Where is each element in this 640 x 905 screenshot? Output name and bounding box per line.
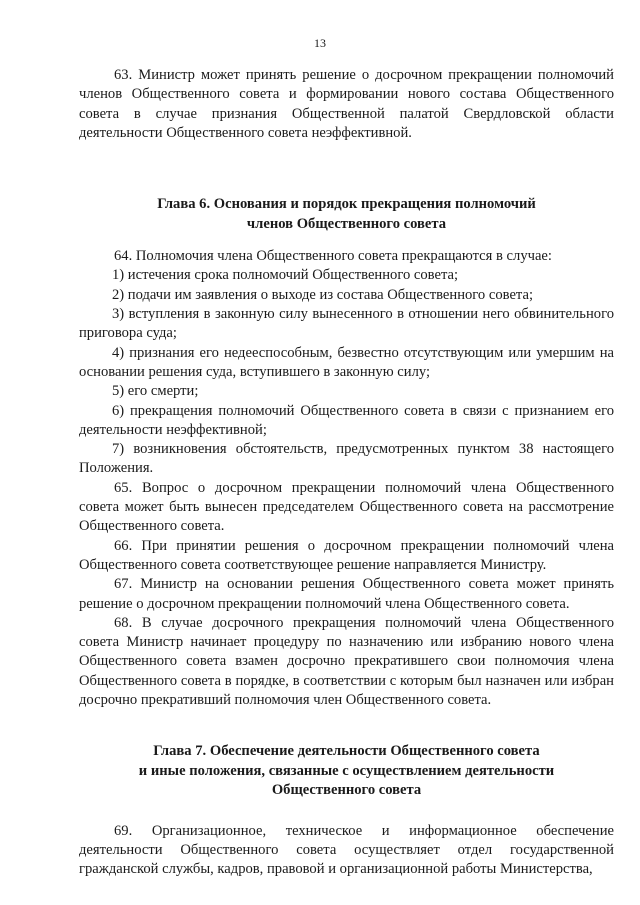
chapter-7-heading (79, 742, 614, 801)
paragraph-68: 68. В случае досрочного прекращения полномочий члена Общественного совета Министр начинает процедуру по назначению или избранию нового члена Общественного совета взамен досрочно прекратившего свои полномочия члена Общественного совета в порядке, в соответствии с которым был назначен или избран досрочно прекративший полномочия член Общественного совета. (79, 614, 614, 709)
list-item-3: 3) вступления в законную силу вынесенного в отношении него обвинительного приговора суда; (79, 306, 614, 342)
chapter-6-title-line-2: членов Общественного совета (246, 215, 447, 232)
chapter-7-title-line-3: Общественного совета (271, 782, 422, 799)
chapter-7-title-line-1: Глава 7. Обеспечение деятельности Общественного совета (153, 743, 540, 760)
list-item-6: 6) прекращения полномочий Общественного совета в связи с признанием его деятельности неэффективной; (79, 402, 614, 438)
list-item-2: 2) подачи им заявления о выходе из состава Общественного совета; (112, 286, 534, 303)
paragraph-63: 63. Министр может принять решение о досрочном прекращении полномочий членов Общественного совета и формировании нового состава Общественного совета в случае признания Общественной палатой Свердловской области деятельности Общественного совета неэффективной. (79, 67, 614, 141)
paragraph-65: 65. Вопрос о досрочном прекращении полномочий члена Общественного совета может быть вынесен председателем Общественного совета на рассмотрение Общественного совета. (79, 479, 614, 535)
chapter-6-title-line-1: Глава 6. Основания и порядок прекращения полномочий (157, 196, 536, 213)
paragraph-69: 69. Организационное, техническое и информационное обеспечение деятельности Общественного совета осуществляет отдел государственной гражданской службы, кадров, правовой и организационной работы Министерства, (79, 822, 614, 878)
list-item-5: 5) его смерти; (112, 383, 199, 400)
paragraph-64: 64. Полномочия члена Общественного совета прекращаются в случае: (114, 248, 552, 265)
list-item-4: 4) признания его недееспособным, безвестно отсутствующим или умершим на основании решения суда, вступившего в законную силу; (79, 344, 614, 380)
paragraph-66: 66. При принятии решения о досрочном прекращении полномочий члена Общественного совета соответствующее решение направляется Министру. (79, 537, 614, 573)
list-item-7: 7) возникновения обстоятельств, предусмотренных пунктом 38 настоящего Положения. (79, 441, 614, 477)
chapter-6-heading (79, 195, 614, 234)
list-item-1: 1) истечения срока полномочий Общественного совета; (112, 267, 459, 284)
paragraph-67: 67. Министр на основании решения Общественного совета может принять решение о досрочном прекращении полномочий члена Общественного совета. (79, 576, 614, 612)
chapter-7-title-line-2: и иные положения, связанные с осуществлением деятельности (138, 762, 555, 779)
document-body (79, 66, 614, 880)
page-number: 13 (314, 36, 326, 50)
